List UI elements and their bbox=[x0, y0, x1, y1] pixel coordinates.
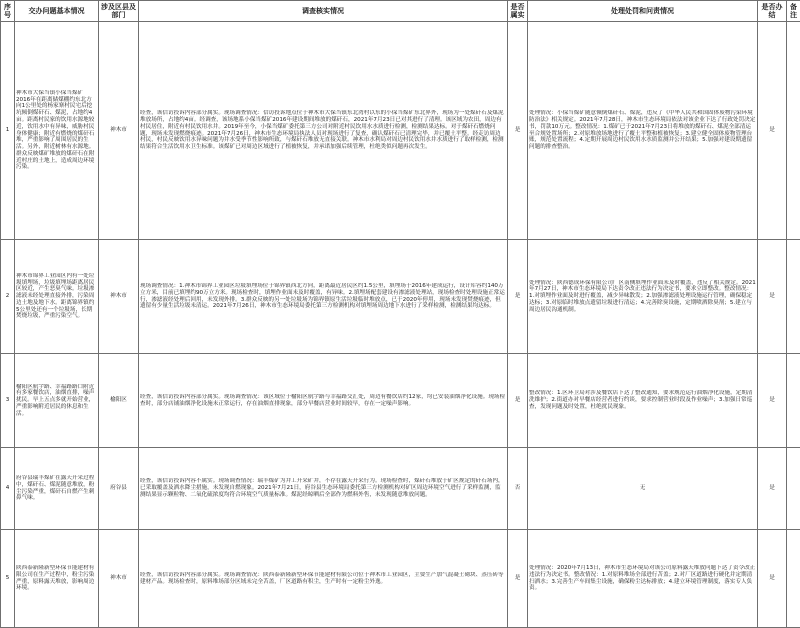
row-findings: 经查，该信访投诉内容部分属实。现场调查情况：该区域位于榆阳区航宇路与幸福路交汇处，周边有餐饮店约12家，均已安装油烟净化设施。现场检查时，部分店铺油烟净化设施未正常运行，存在油烟直排现象，部分早餐店营业时间较早，存在一定噪声影响。 bbox=[139, 354, 508, 448]
row-findings: 现场调查情况：1.神木市锦界工业园区垃圾填埋场位于锦界镇西北方向，距离最近居民区约1.5公里，填埋场于2016年建成运行，设计库容约140万立方米，目前已填埋约90万立方米。现场检查时，填埋作业面未及时覆盖，有异味。2.填埋场配套建设有渗滤液处理站，现场检查时处理设施正常运行，渗滤液经处理后回用，未发现外排。3.群众反映的另一处垃圾场为锦界镇原生活垃圾临时堆放点，已于2020年停用，现场未发现焚烧痕迹，但遗留有少量生活垃圾未清运。2021年7月26日，神木市生态环境局委托第三方检测机构对填埋场周边地下水进行了采样检测，检测结果均达标。 bbox=[139, 240, 508, 354]
table-row bbox=[1, 354, 800, 448]
row-area: 府谷县 bbox=[99, 448, 139, 530]
row-area: 神木市 bbox=[99, 22, 139, 240]
row-issue: 陕西泰新隆新型环保节能建材有限公司在生产过程中，粉尘污染严重，原料露天堆放，影响周边环境。 bbox=[15, 530, 99, 628]
row-is-rectified: 是 bbox=[758, 22, 787, 240]
row-is-true: 是 bbox=[508, 354, 528, 448]
header-processing: 处理处罚和问责情况 bbox=[528, 1, 758, 22]
row-note bbox=[787, 22, 800, 240]
row-area: 榆阳区 bbox=[99, 354, 139, 448]
header-findings: 调查核实情况 bbox=[139, 1, 508, 22]
row-index: 4 bbox=[1, 448, 15, 530]
row-processing: 处理情况：小保当煤矿随意倾倒煤矸石、煤泥，违反了《中华人民共和国固体废物污染环境防治法》相关规定。2021年7月28日，神木市生态环境局依法对该企业下达了行政处罚决定书，罚款10万元。整改情况：1.煤矿已于2021年7月23日将堆放的煤矸石、煤泥全部清运至合规处置场所；2.对原堆放场地进行了覆土平整和植被恢复；3.建立健全固体废物管理台账，规范处置流程；4.定期开展周边村民饮用水水质监测并公开结果；5.加强对建设期遗留问题的排查整治。 bbox=[528, 22, 758, 240]
row-is-rectified: 是 bbox=[758, 448, 787, 530]
row-index: 1 bbox=[1, 22, 15, 240]
row-index: 3 bbox=[1, 354, 15, 448]
table-row bbox=[1, 530, 800, 628]
table-row bbox=[1, 22, 800, 240]
row-note bbox=[787, 240, 800, 354]
row-processing: 整改情况：1.区环卫局对涉及餐饮店下达了整改通知，要求规范运行油烟净化设施，定期清洗维护；2.街道办对早餐店经营者进行约谈，要求控制营业时段及作业噪声；3.加强日常巡查，发现问题及时处置，杜绝扰民现象。 bbox=[528, 354, 758, 448]
row-issue: 神木市大保当镇小保当煤矿2016年在距离储煤棚约东北方向1公里处的杨家寨村民宅后挖坑倾倒煤矸石、煤泥，占地约4亩。距离村民家的饮用水源地较近，饮用水中有异味，威胁村民身体健康；附近有燃烧的煤矸石堆，严重影响了周围居民的生活。另外，附近树林有水源地。群众反映煤矿堆放的煤矸石在附近村庄的土地上，造成周边环境污染。 bbox=[15, 22, 99, 240]
header-note: 备注 bbox=[787, 1, 800, 22]
row-is-rectified: 是 bbox=[758, 240, 787, 354]
row-processing: 处理情况：2020年7月13日，神木市生态环境局对该公司原料露天堆放问题下达了责令改正违法行为决定书。整改情况：1.对原料堆场全部进行苫盖；2.对厂区道路进行硬化并定期清扫洒水；3.完善生产车间集尘设施，确保粉尘达标排放；4.建立环境管理制度，落实专人负责。 bbox=[528, 530, 758, 628]
row-is-rectified: 是 bbox=[758, 530, 787, 628]
table-row bbox=[1, 448, 800, 530]
row-findings: 经查，该信访投诉内容不属实。现场调查情况：瑞丰煤矿为井工开采矿井，不存在露天开采行为。现场检查时，煤矸石堆放于矿区规定的矸石场内，已采取覆盖及洒水降尘措施，未发现自燃现象。2021年7月21日，府谷县生态环境局委托第三方检测机构对矿区周边环境空气进行了采样监测，监测结果显示颗粒物、二氧化硫浓度均符合环境空气质量标准。煤泥经晾晒后全部作为燃料外售，未发现随意堆放问题。 bbox=[139, 448, 508, 530]
row-is-true: 否 bbox=[508, 448, 528, 530]
header-area: 涉及区县及部门 bbox=[99, 1, 139, 22]
header-issue: 交办问题基本情况 bbox=[15, 1, 99, 22]
row-findings: 经查，该信访投诉内容部分属实。现场调查情况：信访投诉地点位于神木市大保当镇东北湾村以东的小保当煤矿东北界外，现场为一处煤矸石及煤泥堆放场所，占地约4亩。经调查，该场地系小保当煤矿2016年建设期间堆放的煤矸石，2021年7月23日已对其进行了清理。该区域为农田，周边有村民居住，附近有村民饮用水井。2019年至今，小保当煤矿委托第三方公司对附近村民饮用水水质进行检测，检测结果达标。对于煤矸石燃烧问题，现场未发现燃烧痕迹。2021年7月26日，神木市生态环境局执法人员对现场进行了复查，确认煤矸石已清理完毕，并已覆土平整。经走访周边村民，村民反映饮用水异味问题为井水受季节性影响所致，与煤矸石堆放无直接关联。神木市水利局对周边村民饮用水井水质进行了取样检测，检测结果符合生活饮用水卫生标准。该煤矿已对周边区域进行了植被恢复，并承诺加强后续管理，杜绝类似问题再次发生。 bbox=[139, 22, 508, 240]
row-index: 5 bbox=[1, 530, 15, 628]
row-is-true: 是 bbox=[508, 22, 528, 240]
row-index: 2 bbox=[1, 240, 15, 354]
row-is-rectified: 是 bbox=[758, 354, 787, 448]
row-issue: 神木市锦界工业园区内有一处垃圾填埋场，垃圾填埋场距离居民区较近，产生恶臭气味。垃圾渗滤液未经处理直接外排，污染周边土地及地下水。距离锦界镇约5公里处还有一个垃圾场，长期焚烧垃圾，严重污染空气。 bbox=[15, 240, 99, 354]
row-findings: 经查，该信访投诉内容部分属实。现场调查情况：陕西泰新隆新型环保节能建材有限公司位于神木市工业园区，主要生产加气混凝土砌块、蒸压砖等建材产品。现场检查时，原料堆场部分区域未完全苫盖，厂区道路有积尘，生产时有一定粉尘外逸。 bbox=[139, 530, 508, 628]
header-is-true: 是否属实 bbox=[508, 1, 528, 22]
header-is-rectified: 是否办结 bbox=[758, 1, 787, 22]
row-area: 神木市 bbox=[99, 240, 139, 354]
row-note bbox=[787, 448, 800, 530]
row-issue: 榆阳区航宇路、幸福路路口附近有多家餐饮店，油烟直排，噪声扰民。早上五点多就开始营业，严重影响附近居民的休息和生活。 bbox=[15, 354, 99, 448]
table-row bbox=[1, 240, 800, 354]
row-issue: 府谷县瑞丰煤矿在露天开采过程中，煤矸石、煤泥随意堆放，粉尘污染严重，煤矸石自燃产生刺鼻气味。 bbox=[15, 448, 99, 530]
row-is-true: 是 bbox=[508, 530, 528, 628]
row-is-true: 是 bbox=[508, 240, 528, 354]
header-index: 序号 bbox=[1, 1, 15, 22]
row-area: 神木市 bbox=[99, 530, 139, 628]
row-processing: 无 bbox=[528, 448, 758, 530]
row-processing: 处理情况：陕西德成环保有限公司厂区南侧填埋作业面未及时覆盖，违反了相关规定。2021年7月27日，神木市生态环境局下达责令改正违法行为决定书，要求立即整改。整改情况：1.对填埋作业面及时进行覆盖，减少异味散发；2.加强渗滤液处理设施运行管理，确保稳定达标；3.对原临时堆放点遗留垃圾进行清运；4.完善除臭设施，定期喷洒除臭剂；5.建立与周边居民沟通机制。 bbox=[528, 240, 758, 354]
row-note bbox=[787, 530, 800, 628]
row-note bbox=[787, 354, 800, 448]
table-header-row bbox=[1, 1, 800, 22]
